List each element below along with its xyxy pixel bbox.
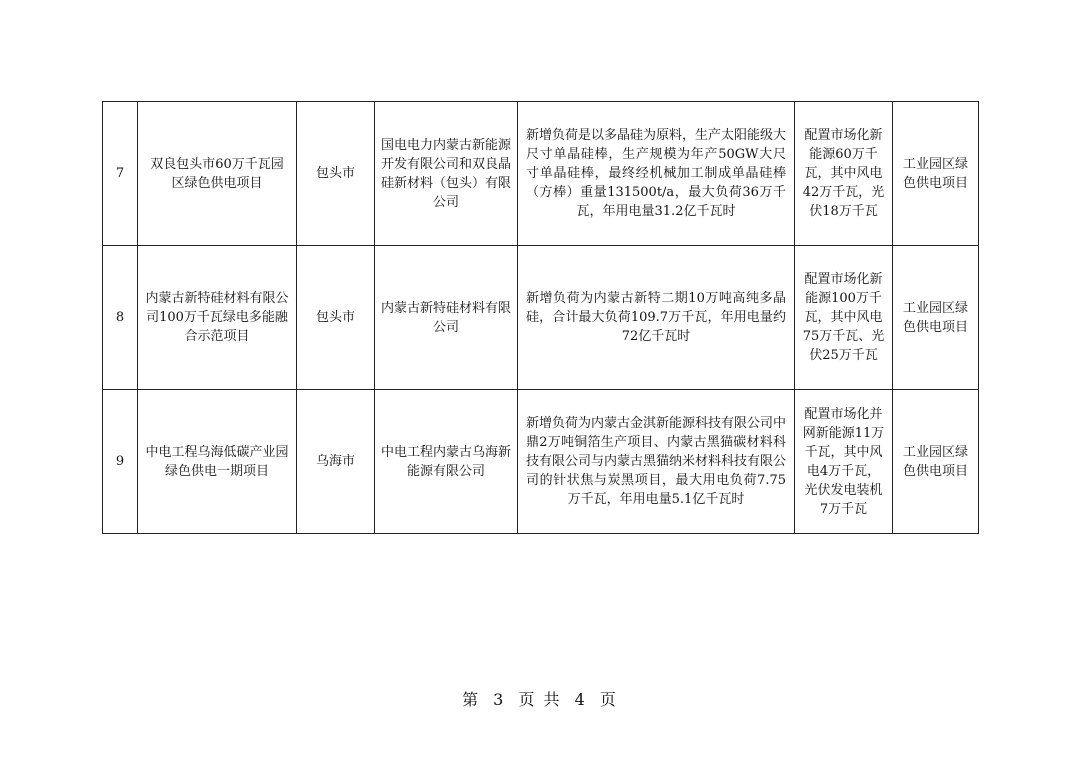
footer-suffix: 页 (599, 690, 618, 709)
project-description: 新增负荷为内蒙古新特二期10万吨高纯多晶硅，合计最大负荷109.7万千瓦，年用电量约72亿千瓦时 (518, 246, 795, 390)
project-type: 工业园区绿色供电项目 (893, 390, 979, 534)
projects-table (102, 101, 979, 534)
project-capacity: 配置市场化新能源60万千瓦，其中风电42万千瓦，光伏18万千瓦 (795, 102, 893, 246)
project-type: 工业园区绿色供电项目 (893, 102, 979, 246)
project-description: 新增负荷是以多晶硅为原料，生产太阳能级大尺寸单晶硅棒，生产规模为年产50GW大尺寸单晶硅棒，最终经机械加工制成单晶硅棒（方棒）重量131500t/a，最大负荷36万千瓦，年用电量31.2亿千瓦时 (518, 102, 795, 246)
project-name: 中电工程乌海低碳产业园绿色供电一期项目 (138, 390, 297, 534)
table-row (103, 390, 979, 534)
footer-prefix: 第 (462, 690, 481, 709)
project-city: 包头市 (297, 102, 375, 246)
project-city: 乌海市 (297, 390, 375, 534)
footer-page-number: 3 (493, 690, 506, 709)
row-index: 8 (103, 246, 138, 390)
footer-total-pages: 4 (574, 690, 587, 709)
project-company: 内蒙古新特硅材料有限公司 (375, 246, 518, 390)
project-type: 工业园区绿色供电项目 (893, 246, 979, 390)
project-name: 双良包头市60万千瓦园区绿色供电项目 (138, 102, 297, 246)
table-row (103, 246, 979, 390)
footer-middle: 页 共 (518, 690, 562, 709)
project-capacity: 配置市场化新能源100万千瓦，其中风电75万千瓦、光伏25万千瓦 (795, 246, 893, 390)
project-name: 内蒙古新特硅材料有限公司100万千瓦绿电多能融合示范项目 (138, 246, 297, 390)
row-index: 7 (103, 102, 138, 246)
row-index: 9 (103, 390, 138, 534)
table-row (103, 102, 979, 246)
project-city: 包头市 (297, 246, 375, 390)
project-company: 国电电力内蒙古新能源开发有限公司和双良晶硅新材料（包头）有限公司 (375, 102, 518, 246)
project-company: 中电工程内蒙古乌海新能源有限公司 (375, 390, 518, 534)
project-description: 新增负荷为内蒙古金淇新能源科技有限公司中鼎2万吨铜箔生产项目、内蒙古黑猫碳材料科技有限公司与内蒙古黑猫纳米材料科技有限公司的针状焦与炭黑项目，最大用电负荷7.75万千瓦，年用电量5.1亿千瓦时 (518, 390, 795, 534)
page-footer (0, 687, 1080, 710)
project-capacity: 配置市场化并网新能源11万千瓦，其中风电4万千瓦，光伏发电装机7万千瓦 (795, 390, 893, 534)
